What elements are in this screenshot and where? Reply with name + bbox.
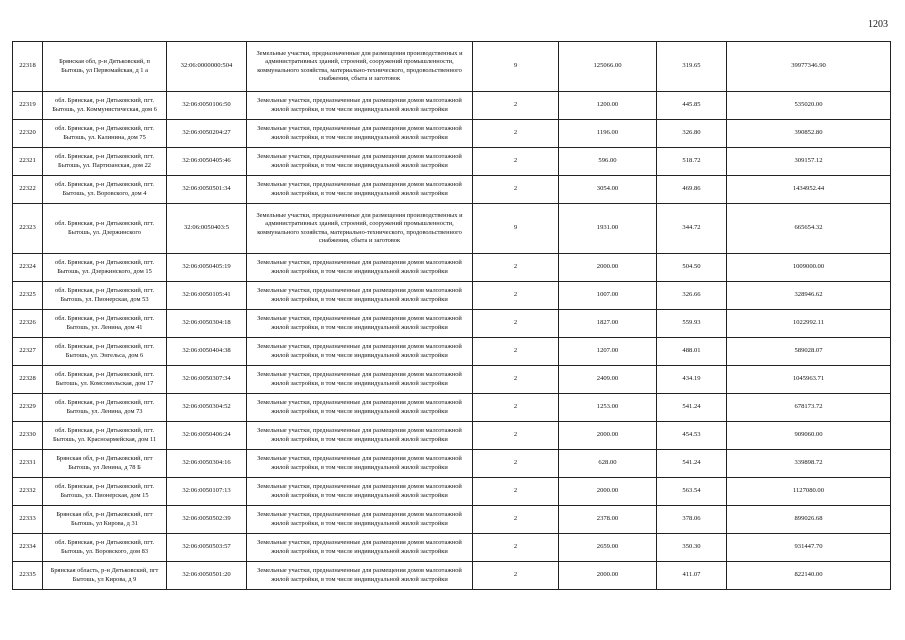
- cadastral-value-cell: 328946.62: [727, 282, 891, 310]
- cadastral-value-cell: 1434952.44: [727, 176, 891, 204]
- row-number: 22334: [13, 534, 43, 562]
- table-row: [13, 422, 891, 450]
- cadastral-value-cell: 822140.00: [727, 562, 891, 590]
- land-use-cell: Земельные участки, предназначенные для размещения домов малоэтажной жилой застройки, в том числе индивидуальной жилой застройки: [247, 366, 473, 394]
- table-row: [13, 338, 891, 366]
- row-number: 22330: [13, 422, 43, 450]
- cadastral-number-cell: 32:06:0050503:57: [167, 534, 247, 562]
- address-cell: Брянская обл, р-н Дятьковский, п Бытошь, ул Первомайская, д 1 а: [43, 42, 167, 92]
- row-number: 22321: [13, 148, 43, 176]
- row-number: 22331: [13, 450, 43, 478]
- land-use-cell: Земельные участки, предназначенные для размещения домов малоэтажной жилой застройки, в том числе индивидуальной жилой застройки: [247, 148, 473, 176]
- specific-value-cell: 469.86: [657, 176, 727, 204]
- land-use-cell: Земельные участки, предназначенные для размещения домов малоэтажной жилой застройки, в том числе индивидуальной жилой застройки: [247, 92, 473, 120]
- area-cell: 125066.00: [559, 42, 657, 92]
- group-cell: 2: [473, 176, 559, 204]
- cadastral-value-cell: 535020.00: [727, 92, 891, 120]
- specific-value-cell: 319.65: [657, 42, 727, 92]
- specific-value-cell: 504.50: [657, 254, 727, 282]
- address-cell: обл. Брянская, р-н Дятьковский, пгт. Бытошь, ул. Партизанская, дом 22: [43, 148, 167, 176]
- table-row: [13, 148, 891, 176]
- cadastral-value-cell: 39977346.90: [727, 42, 891, 92]
- specific-value-cell: 445.85: [657, 92, 727, 120]
- specific-value-cell: 454.53: [657, 422, 727, 450]
- cadastral-value-cell: 665654.32: [727, 204, 891, 254]
- cadastral-value-cell: 1127080.00: [727, 478, 891, 506]
- table-row: [13, 310, 891, 338]
- group-cell: 2: [473, 92, 559, 120]
- address-cell: обл. Брянская, р-н Дятьковский, пгт. Бытошь, ул. Пионерская, дом 15: [43, 478, 167, 506]
- group-cell: 2: [473, 562, 559, 590]
- table-row: [13, 394, 891, 422]
- table-row: [13, 120, 891, 148]
- table-row: [13, 366, 891, 394]
- land-use-cell: Земельные участки, предназначенные для размещения домов малоэтажной жилой застройки, в том числе индивидуальной жилой застройки: [247, 506, 473, 534]
- specific-value-cell: 541.24: [657, 450, 727, 478]
- land-use-cell: Земельные участки, предназначенные для размещения домов малоэтажной жилой застройки, в том числе индивидуальной жилой застройки: [247, 394, 473, 422]
- cadastral-value-cell: 931447.70: [727, 534, 891, 562]
- area-cell: 1207.00: [559, 338, 657, 366]
- address-cell: обл. Брянская, р-н Дятьковский, пгт. Бытошь, ул. Воровского, дом 4: [43, 176, 167, 204]
- cadastral-number-cell: 32:06:0050304:18: [167, 310, 247, 338]
- land-use-cell: Земельные участки, предназначенные для размещения домов малоэтажной жилой застройки, в том числе индивидуальной жилой застройки: [247, 176, 473, 204]
- land-use-cell: Земельные участки, предназначенные для размещения домов малоэтажной жилой застройки, в том числе индивидуальной жилой застройки: [247, 338, 473, 366]
- specific-value-cell: 326.80: [657, 120, 727, 148]
- cadastral-number-cell: 32:06:0050105:41: [167, 282, 247, 310]
- row-number: 22323: [13, 204, 43, 254]
- cadastral-number-cell: 32:06:0050404:38: [167, 338, 247, 366]
- specific-value-cell: 378.06: [657, 506, 727, 534]
- specific-value-cell: 488.01: [657, 338, 727, 366]
- table-row: [13, 562, 891, 590]
- table-row: [13, 92, 891, 120]
- cadastral-value-cell: 1045963.71: [727, 366, 891, 394]
- land-registry-table: [12, 41, 891, 590]
- area-cell: 2000.00: [559, 478, 657, 506]
- cadastral-value-cell: 339898.72: [727, 450, 891, 478]
- cadastral-number-cell: 32:06:0050307:34: [167, 366, 247, 394]
- specific-value-cell: 541.24: [657, 394, 727, 422]
- table-body: [13, 42, 891, 590]
- table-row: [13, 204, 891, 254]
- group-cell: 2: [473, 534, 559, 562]
- address-cell: обл. Брянская, р-н Дятьковский, пгт. Бытошь, ул. Энгельса, дом 6: [43, 338, 167, 366]
- row-number: 22325: [13, 282, 43, 310]
- cadastral-number-cell: 32:06:0050405:46: [167, 148, 247, 176]
- address-cell: Брянская обл, р-н Дятьковский, пгт Бытошь, ул Ленина, д 78 Б: [43, 450, 167, 478]
- row-number: 22326: [13, 310, 43, 338]
- table-row: [13, 42, 891, 92]
- cadastral-value-cell: 309157.12: [727, 148, 891, 176]
- area-cell: 1200.00: [559, 92, 657, 120]
- cadastral-number-cell: 32:06:0050406:24: [167, 422, 247, 450]
- area-cell: 1931.00: [559, 204, 657, 254]
- table-row: [13, 176, 891, 204]
- specific-value-cell: 326.66: [657, 282, 727, 310]
- area-cell: 2000.00: [559, 422, 657, 450]
- area-cell: 1827.00: [559, 310, 657, 338]
- table-row: [13, 534, 891, 562]
- row-number: 22324: [13, 254, 43, 282]
- specific-value-cell: 434.19: [657, 366, 727, 394]
- cadastral-number-cell: 32:06:0050501:34: [167, 176, 247, 204]
- cadastral-number-cell: 32:06:0050106:50: [167, 92, 247, 120]
- land-use-cell: Земельные участки, предназначенные для размещения домов малоэтажной жилой застройки, в том числе индивидуальной жилой застройки: [247, 310, 473, 338]
- address-cell: обл. Брянская, р-н Дятьковский, пгт. Бытошь, ул. Коммунистическая, дом 6: [43, 92, 167, 120]
- cadastral-value-cell: 1022992.11: [727, 310, 891, 338]
- address-cell: Брянская область, р-н Дятьковский, пгт Бытошь, ул Кирова, д 9: [43, 562, 167, 590]
- group-cell: 2: [473, 506, 559, 534]
- table-row: [13, 450, 891, 478]
- group-cell: 2: [473, 366, 559, 394]
- group-cell: 2: [473, 338, 559, 366]
- cadastral-number-cell: 32:06:0050107:13: [167, 478, 247, 506]
- land-use-cell: Земельные участки, предназначенные для размещения домов малоэтажной жилой застройки, в том числе индивидуальной жилой застройки: [247, 254, 473, 282]
- specific-value-cell: 563.54: [657, 478, 727, 506]
- land-use-cell: Земельные участки, предназначенные для размещения домов малоэтажной жилой застройки, в том числе индивидуальной жилой застройки: [247, 562, 473, 590]
- land-use-cell: Земельные участки, предназначенные для размещения производственных и административных зданий, строений, сооружений промышленности, коммунального хозяйства, материально-технического, продовольственного снабжения, сбыта и заготовок: [247, 204, 473, 254]
- group-cell: 2: [473, 310, 559, 338]
- area-cell: 596.00: [559, 148, 657, 176]
- cadastral-number-cell: 32:06:0050304:16: [167, 450, 247, 478]
- address-cell: обл. Брянская, р-н Дятьковский, пгт. Бытошь, ул. Воровского, дом 83: [43, 534, 167, 562]
- cadastral-value-cell: 899026.68: [727, 506, 891, 534]
- land-use-cell: Земельные участки, предназначенные для размещения домов малоэтажной жилой застройки, в том числе индивидуальной жилой застройки: [247, 422, 473, 450]
- group-cell: 9: [473, 42, 559, 92]
- address-cell: обл. Брянская, р-н Дятьковский, пгт. Бытошь, ул. Дзержинского, дом 15: [43, 254, 167, 282]
- group-cell: 2: [473, 478, 559, 506]
- address-cell: Брянская обл, р-н Дятьковский, пгт Бытошь, ул Кирова, д 31: [43, 506, 167, 534]
- specific-value-cell: 344.72: [657, 204, 727, 254]
- group-cell: 2: [473, 254, 559, 282]
- area-cell: 2659.00: [559, 534, 657, 562]
- row-number: 22329: [13, 394, 43, 422]
- area-cell: 1007.00: [559, 282, 657, 310]
- area-cell: 2000.00: [559, 254, 657, 282]
- specific-value-cell: 518.72: [657, 148, 727, 176]
- row-number: 22328: [13, 366, 43, 394]
- row-number: 22335: [13, 562, 43, 590]
- group-cell: 9: [473, 204, 559, 254]
- group-cell: 2: [473, 148, 559, 176]
- table-row: [13, 282, 891, 310]
- area-cell: 628.00: [559, 450, 657, 478]
- land-use-cell: Земельные участки, предназначенные для размещения домов малоэтажной жилой застройки, в том числе индивидуальной жилой застройки: [247, 450, 473, 478]
- table-row: [13, 478, 891, 506]
- address-cell: обл. Брянская, р-н Дятьковский, пгт. Бытошь, ул. Комсомольская, дом 17: [43, 366, 167, 394]
- cadastral-number-cell: 32:06:0050502:39: [167, 506, 247, 534]
- land-use-cell: Земельные участки, предназначенные для размещения домов малоэтажной жилой застройки, в том числе индивидуальной жилой застройки: [247, 478, 473, 506]
- group-cell: 2: [473, 120, 559, 148]
- cadastral-value-cell: 909060.00: [727, 422, 891, 450]
- row-number: 22327: [13, 338, 43, 366]
- cadastral-value-cell: 678173.72: [727, 394, 891, 422]
- address-cell: обл. Брянская, р-н Дятьковский, пгт. Бытошь, ул. Ленина, дом 73: [43, 394, 167, 422]
- land-use-cell: Земельные участки, предназначенные для размещения домов малоэтажной жилой застройки, в том числе индивидуальной жилой застройки: [247, 282, 473, 310]
- specific-value-cell: 411.07: [657, 562, 727, 590]
- row-number: 22320: [13, 120, 43, 148]
- area-cell: 2378.00: [559, 506, 657, 534]
- group-cell: 2: [473, 422, 559, 450]
- cadastral-number-cell: 32:06:0050501:20: [167, 562, 247, 590]
- area-cell: 2000.00: [559, 562, 657, 590]
- row-number: 22333: [13, 506, 43, 534]
- land-use-cell: Земельные участки, предназначенные для размещения домов малоэтажной жилой застройки, в том числе индивидуальной жилой застройки: [247, 120, 473, 148]
- area-cell: 3054.00: [559, 176, 657, 204]
- row-number: 22322: [13, 176, 43, 204]
- group-cell: 2: [473, 282, 559, 310]
- table-row: [13, 254, 891, 282]
- address-cell: обл. Брянская, р-н Дятьковский, пгт. Бытошь, ул. Красноармейская, дом 11: [43, 422, 167, 450]
- area-cell: 2409.00: [559, 366, 657, 394]
- row-number: 22318: [13, 42, 43, 92]
- address-cell: обл. Брянская, р-н Дятьковский, пгт. Бытошь, ул. Ленина, дом 41: [43, 310, 167, 338]
- cadastral-value-cell: 390852.80: [727, 120, 891, 148]
- land-use-cell: Земельные участки, предназначенные для размещения домов малоэтажной жилой застройки, в том числе индивидуальной жилой застройки: [247, 534, 473, 562]
- cadastral-number-cell: 32:06:0050403:5: [167, 204, 247, 254]
- row-number: 22332: [13, 478, 43, 506]
- row-number: 22319: [13, 92, 43, 120]
- group-cell: 2: [473, 394, 559, 422]
- address-cell: обл. Брянская, р-н Дятьковский, пгт. Бытошь, ул. Пионерская, дом 53: [43, 282, 167, 310]
- specific-value-cell: 559.93: [657, 310, 727, 338]
- area-cell: 1253.00: [559, 394, 657, 422]
- cadastral-number-cell: 32:06:0050204:27: [167, 120, 247, 148]
- table-row: [13, 506, 891, 534]
- address-cell: обл. Брянская, р-н Дятьковский, пгт. Бытошь, ул. Дзержинского: [43, 204, 167, 254]
- group-cell: 2: [473, 450, 559, 478]
- cadastral-value-cell: 589028.07: [727, 338, 891, 366]
- specific-value-cell: 350.30: [657, 534, 727, 562]
- address-cell: обл. Брянская, р-н Дятьковский, пгт. Бытошь, ул. Калинина, дом 75: [43, 120, 167, 148]
- area-cell: 1196.00: [559, 120, 657, 148]
- cadastral-value-cell: 1009000.00: [727, 254, 891, 282]
- page-number: 1203: [868, 19, 888, 30]
- cadastral-number-cell: 32:06:0050304:52: [167, 394, 247, 422]
- cadastral-number-cell: 32:06:0000000:504: [167, 42, 247, 92]
- land-use-cell: Земельные участки, предназначенные для размещения производственных и административных зданий, строений, сооружений промышленности, коммунального хозяйства, материально-технического, продовольственного снабжения, сбыта и заготовок: [247, 42, 473, 92]
- cadastral-number-cell: 32:06:0050405:19: [167, 254, 247, 282]
